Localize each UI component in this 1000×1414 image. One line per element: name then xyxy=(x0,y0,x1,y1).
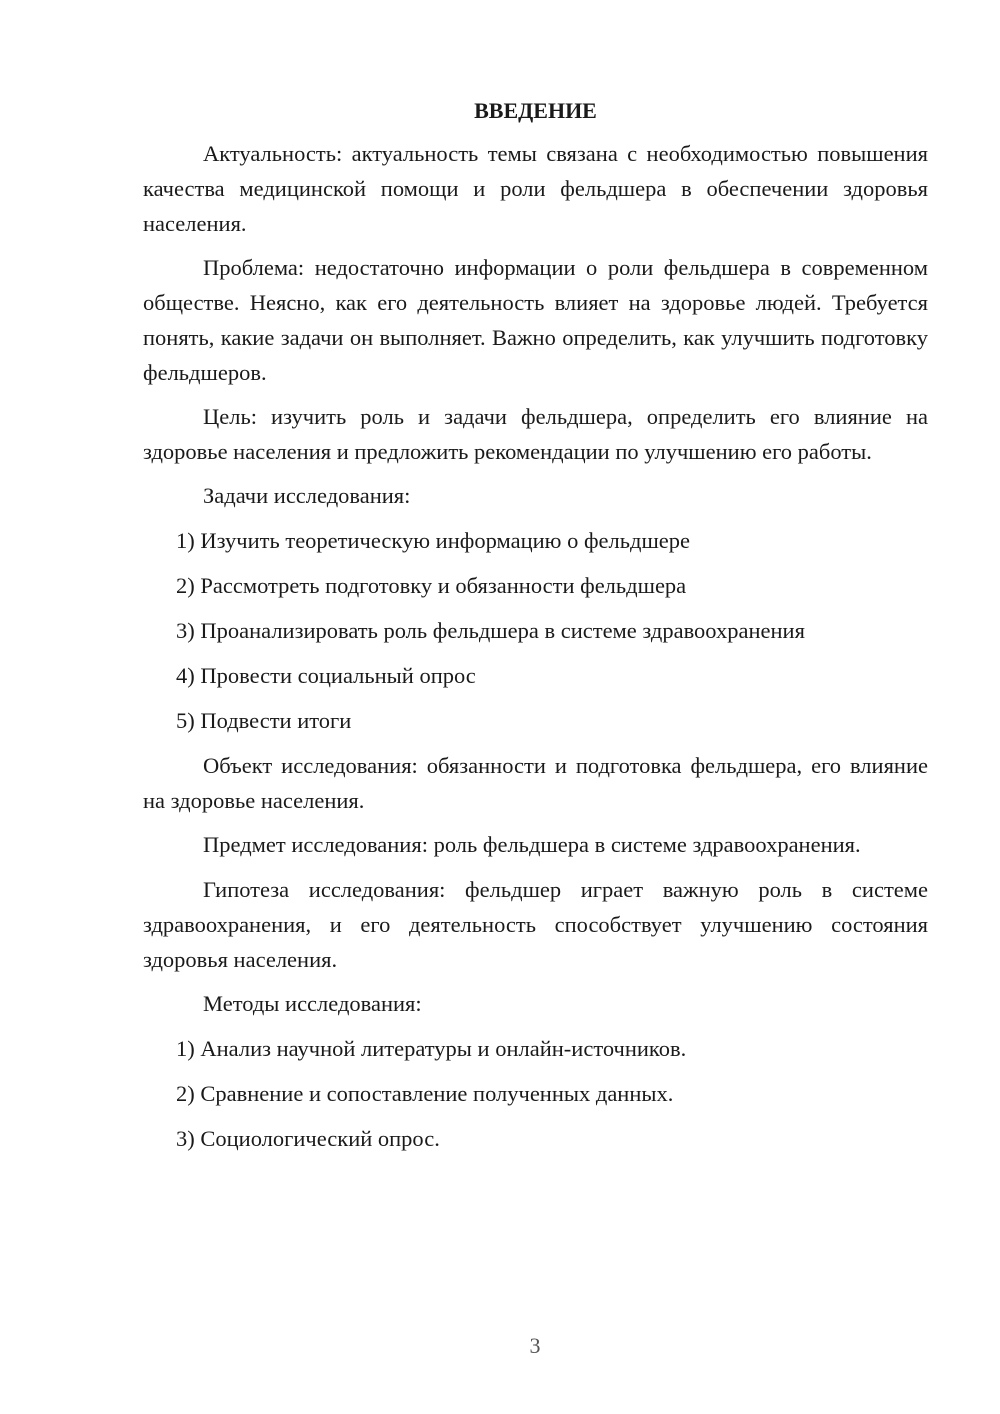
method-item: 2) Сравнение и сопоставление полученных данных. xyxy=(176,1081,674,1106)
page-title: ВВЕДЕНИЕ xyxy=(474,98,597,123)
task-item: 1) Изучить теоретическую информацию о фельдшере xyxy=(176,528,691,553)
relevance-paragraph: Актуальность: актуальность темы связана с необходимостью повышения качества медицинской помощи и роли фельдшера в обеспечении здоровья населения. xyxy=(143,141,928,236)
task-item: 2) Рассмотреть подготовку и обязанности фельдшера xyxy=(176,573,687,598)
subject-paragraph: Предмет исследования: роль фельдшера в системе здравоохранения. xyxy=(203,832,861,857)
page-number: 3 xyxy=(529,1333,541,1358)
methods-heading: Методы исследования: xyxy=(203,991,422,1016)
task-item: 3) Проанализировать роль фельдшера в системе здравоохранения xyxy=(176,618,805,643)
document-page xyxy=(143,96,928,1166)
hypothesis-paragraph: Гипотеза исследования: фельдшер играет важную роль в системе здравоохранения, и его деятельность способствует улучшению состояния здоровья населения. xyxy=(143,877,928,972)
method-item: 3) Социологический опрос. xyxy=(176,1126,440,1151)
object-paragraph: Объект исследования: обязанности и подготовка фельдшера, его влияние на здоровье населения. xyxy=(143,753,928,813)
task-item: 5) Подвести итоги xyxy=(176,708,352,733)
goal-paragraph: Цель: изучить роль и задачи фельдшера, определить его влияние на здоровье населения и предложить рекомендации по улучшению его работы. xyxy=(143,404,928,464)
method-item: 1) Анализ научной литературы и онлайн-источников. xyxy=(176,1036,687,1061)
task-item: 4) Провести социальный опрос xyxy=(176,663,476,688)
problem-paragraph: Проблема: недостаточно информации о роли фельдшера в современном обществе. Неясно, как его деятельность влияет на здоровье людей. Требуется понять, какие задачи он выполняет. Важно определить, как улучшить подготовку фельдшеров. xyxy=(143,255,928,385)
tasks-heading: Задачи исследования: xyxy=(203,483,411,508)
